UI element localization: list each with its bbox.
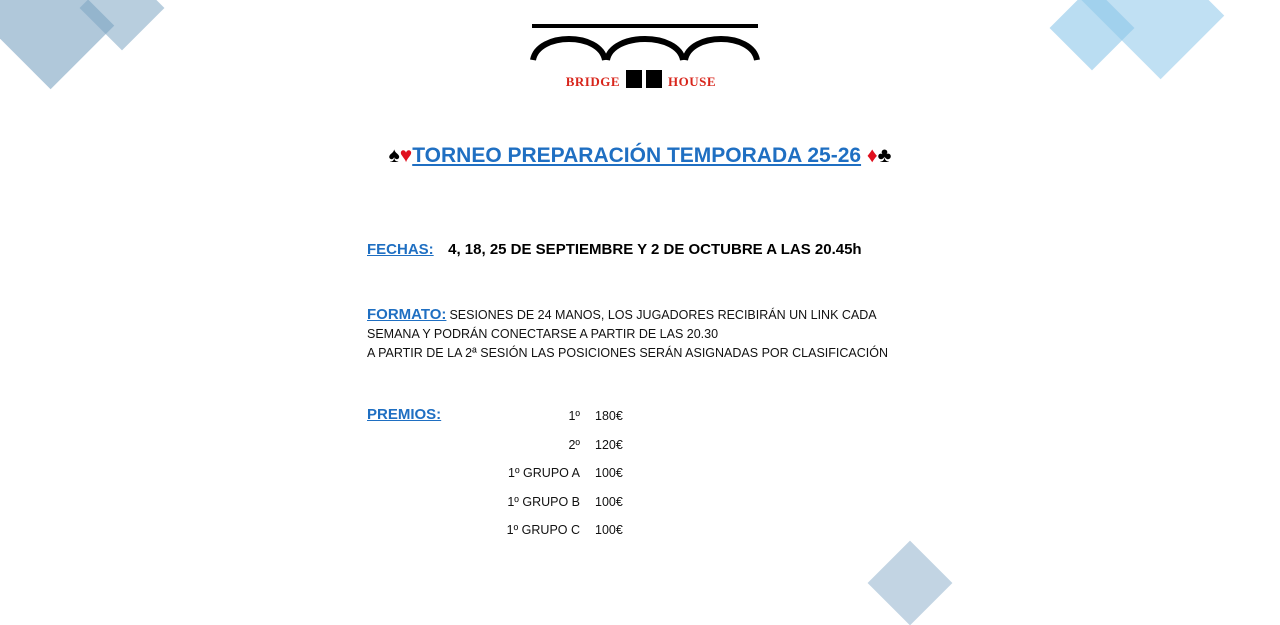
prize-place: 1º GRUPO C — [506, 523, 580, 537]
prize-amount: 100€ — [595, 466, 623, 480]
logo-arch-right — [685, 39, 757, 60]
logo-pillar-gap — [642, 70, 646, 88]
prize-place: 1º GRUPO B — [507, 494, 580, 509]
fechas-value: 4, 18, 25 DE SEPTIEMBRE Y 2 DE OCTUBRE A LAS 20.45h — [448, 241, 862, 258]
prize-row — [480, 436, 623, 465]
brand-left-text: BRIDGE — [565, 74, 620, 89]
prize-place: 1º — [568, 409, 580, 423]
premios-label: PREMIOS: — [367, 406, 442, 423]
fechas-section — [367, 241, 862, 259]
prize-row — [480, 521, 623, 550]
prize-place: 1º GRUPO A — [508, 466, 580, 480]
brand-right-text: HOUSE — [668, 74, 717, 89]
corner-diamond-bottom-center — [868, 541, 953, 625]
prize-row — [480, 464, 623, 493]
formato-text-1: SESIONES DE 24 MANOS, LOS JUGADORES RECIBIRÁN UN LINK CADA — [449, 308, 877, 322]
prize-row — [480, 407, 623, 436]
prize-row — [480, 493, 623, 522]
formato-line-1 — [367, 305, 927, 325]
prize-amount: 100€ — [595, 523, 623, 537]
logo-arch-left — [533, 39, 605, 60]
heart-icon: ♥ — [399, 144, 413, 167]
prize-amount: 180€ — [595, 409, 623, 423]
logo-deck — [532, 24, 758, 28]
page-title-text: TORNEO PREPARACIÓN TEMPORADA 25-26 — [412, 144, 862, 167]
formato-section — [367, 305, 927, 363]
formato-line-3: A PARTIR DE LA 2ª SESIÓN LAS POSICIONES SERÁN ASIGNADAS POR CLASIFICACIÓN — [367, 346, 888, 360]
bridge-house-logo — [530, 24, 760, 94]
formato-line-2: SEMANA Y PODRÁN CONECTARSE A PARTIR DE LAS 20.30 — [367, 327, 719, 341]
prize-amount: 100€ — [595, 494, 623, 509]
diamond-icon: ♦ — [866, 144, 878, 167]
premios-heading — [367, 406, 441, 424]
formato-label: FORMATO: — [367, 306, 447, 323]
club-icon: ♣ — [877, 144, 892, 167]
prize-place: 2º — [568, 437, 580, 452]
logo-arch-center — [607, 39, 683, 60]
prizes-list — [480, 407, 623, 550]
prize-amount: 120€ — [595, 437, 623, 452]
page-title — [0, 144, 1280, 168]
fechas-label: FECHAS: — [367, 241, 434, 258]
spade-icon: ♠ — [388, 144, 400, 167]
